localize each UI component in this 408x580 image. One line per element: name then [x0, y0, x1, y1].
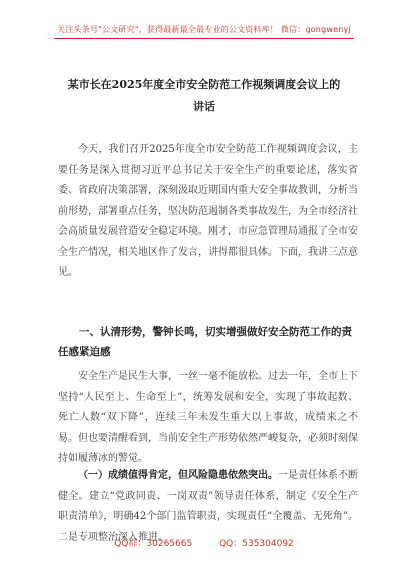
qq-number: QQ：535304092: [219, 539, 294, 549]
qq-group: QQ群：30265665: [114, 539, 193, 549]
intro-paragraph: 今天，我们召开2025年度全市安全防范工作视频调度会议，主要任务是深入贯彻习近平总书记关于安全生产的重要论述，落实省委、省政府决策部署，深刻汲取近期国内重大安全事故教训，分析当前形势，部署重点任务，坚决防范遏制各类事故发生，为全市经济社会高质量发展营造安全稳定环境。刚才，市应急管理局通报了全市安全生产情况，相关地区作了发言，讲得都很具体。下面，我讲三点意见。: [58, 144, 358, 278]
section-paragraph: 安全生产是民生大事，一丝一毫不能放松。过去一年，全市上下坚持“人民至上、生命至上”，统筹发展和安全，实现了事故起数、死亡人数“双下降”，连续三年未发生重大以上事故，成绩来之不易。但也要清醒看到，当前安全生产形势依然严峻复杂，必须时刻保持如履薄冰的警觉。: [58, 371, 358, 464]
header-divider: [54, 38, 354, 39]
subsection-text: 一是责任体系不断健全。建立“党政同责、一岗双责”领导责任体系，制定《安全生产职责清单》，明确42个部门监管职责，实现责任“全覆盖、无死角”。二是专项整治深入推进。: [58, 470, 358, 543]
section-heading: 一、认清形势，警钟长鸣，切实增强做好安全防范工作的责任感紧迫感: [58, 326, 352, 358]
document-title: 某市长在2025年度全市安全防范工作视频调度会议上的讲话: [67, 78, 341, 113]
header-note: 关注头条号"公文研究"，获得最新最全最专业的公文资料库！ 微信：gongwenyj: [57, 25, 351, 34]
subsection-heading: （一）成绩值得肯定，但风险隐患依然突出。: [78, 470, 278, 481]
footer-contacts: [0, 536, 408, 549]
